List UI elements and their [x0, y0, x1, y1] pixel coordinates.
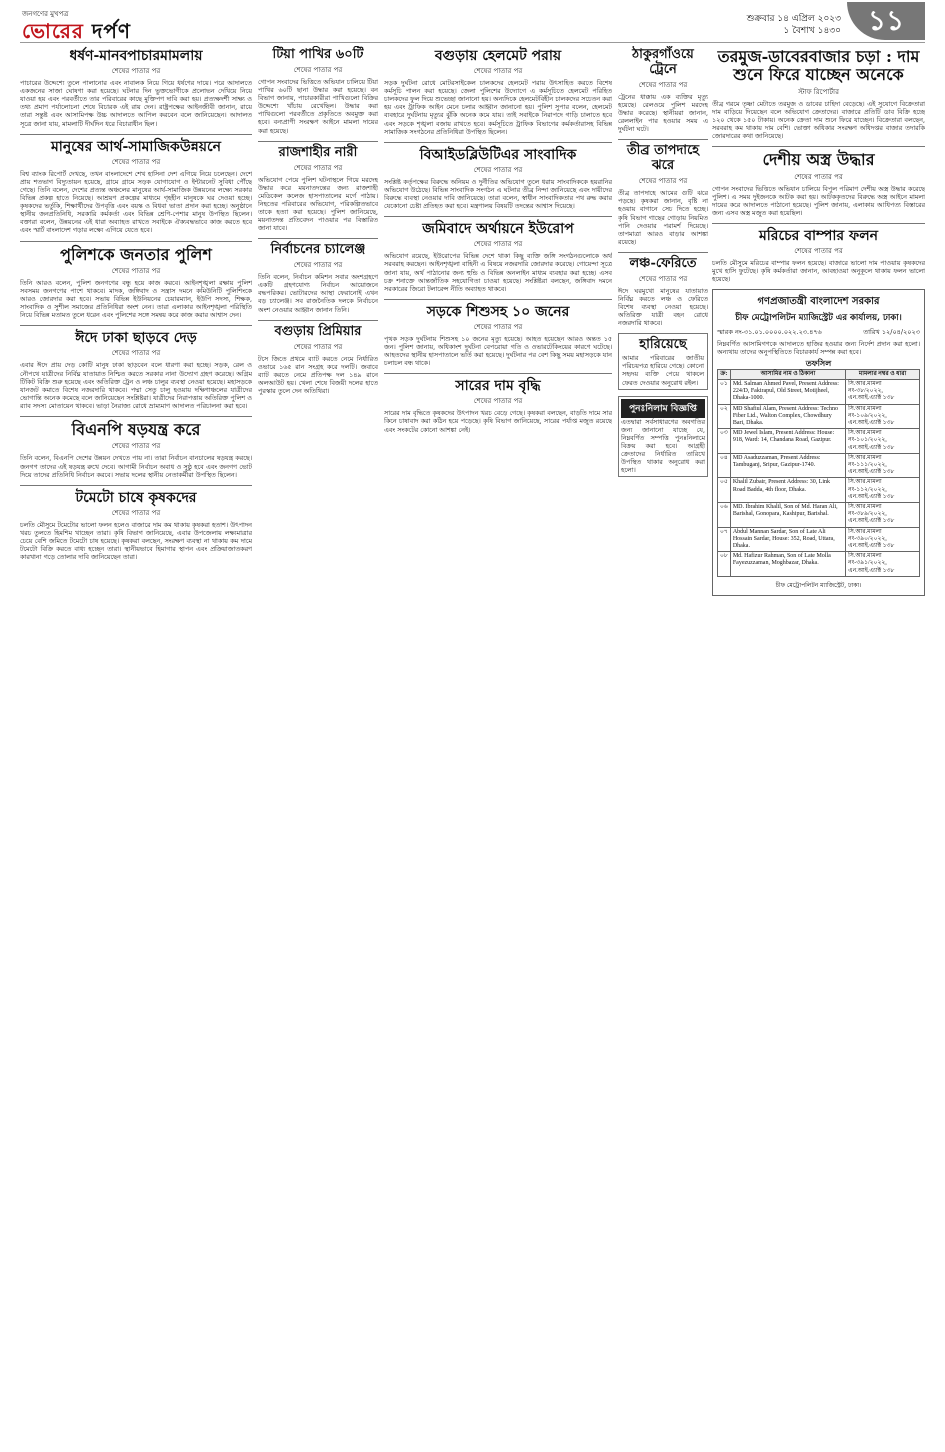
case-number: সি.আর.মামলা নং-৩৯০/২০২২, এন.আই.এ্যাক্ট ১৩৮ — [846, 527, 920, 552]
article-headline: রাজশাহীর নারী — [278, 144, 358, 160]
article-kicker: শেষের পাতার পর — [473, 397, 523, 406]
divider — [712, 223, 925, 224]
article — [384, 48, 612, 136]
lead-article — [712, 48, 925, 140]
column-4 — [618, 46, 708, 1441]
table-row — [718, 379, 920, 404]
article — [712, 228, 925, 283]
article — [258, 243, 378, 313]
auction-notice-body: এতদ্বারা সর্বসাধারণের অবগতির জন্য জানানো যাচ্ছে যে, নিম্নবর্ণিত সম্পত্তি পুনঃনিলামে বিক্রয় করা হবে। আগ্রহী ক্রেতাদের নির্ধারিত তারিখে উপস্থিত থাকার অনুরোধ করা হলো। — [621, 417, 705, 475]
article-headline: টিয়া পাখির ৬০টি — [272, 47, 364, 62]
column-3 — [384, 46, 612, 1441]
article — [258, 325, 378, 395]
article-kicker: শেষের পাতার পর — [293, 342, 343, 351]
article-body: ঈদে ঘরমুখো মানুষের যাতায়াত নির্বিঘ্ন করতে লঞ্চ ও ফেরিতে বিশেষ ব্যবস্থা নেওয়া হয়েছে। অতিরিক্ত যাত্রী বহন রোধে নজরদারি থাকবে। — [618, 286, 708, 328]
row-number: ০৫ — [718, 478, 731, 503]
article-kicker: শেষের পাতার পর — [638, 274, 688, 283]
article-body: গোপন সংবাদের ভিত্তিতে অভিযান চালিয়ে টিয়া পাখির ৬০টি ছানা উদ্ধার করা হয়েছে। বন বিভাগ জানায়, পাচারকারীরা পাখিগুলো বিক্রির উদ্দেশ্যে খাঁচায় রেখেছিল। উদ্ধার করা পাখিগুলো পরবর্তীতে প্রকৃতিতে অবমুক্ত করা হবে। বন্যপ্রাণী সংরক্ষণ আইনে মামলা দায়ের করা হয়েছে। — [258, 77, 378, 135]
notice-intro: নিম্নবর্ণিত আসামিগণকে আদালতে হাজির হওয়ার জন্য নির্দেশ প্রদান করা হলো। অন্যথায় তাদের অনুপস্থিতিতে বিচারকার্য সম্পন্ন করা হবে। — [717, 340, 920, 357]
accused-table — [717, 369, 920, 577]
article-kicker: শেষের পাতার পর — [293, 65, 343, 74]
lead-body: তীব্র গরমে তৃষ্ণা মেটাতে তরমুজ ও ডাবের চাহিদা বেড়েছে। এই সুযোগে বিক্রেতারা দাম বাড়িয়ে দিয়েছেন বলে অভিযোগ ক্রেতাদের। বাজারে প্রতিটি ডাব বিক্রি হচ্ছে ১২০ থেকে ১৫০ টাকায়। অনেক ক্রেতা দাম শুনে ফিরে যাচ্ছেন। বিক্রেতারা বলছেন, সরবরাহ কম থাকায় দাম বেশি। ভোক্তা অধিকার সংরক্ষণ অধিদপ্তর বাজার তদারকি জোরদারের কথা জানিয়েছে। — [712, 99, 925, 141]
table-header: আসামির নাম ও ঠিকানা — [730, 369, 845, 379]
divider — [384, 142, 612, 143]
article-headline: বগুড়ায় প্রিমিয়ার — [274, 323, 362, 339]
accused-name: MD Jewel Islam, Present Address: House: 918, Ward: 14, Chandana Road, Gazipur. — [730, 429, 845, 454]
row-number: ০২ — [718, 404, 731, 429]
lost-notice-title: হারিয়েছে — [639, 337, 687, 353]
article-body: পৃথক সড়ক দুর্ঘটনায় শিশুসহ ১০ জনের মৃত্যু হয়েছে। আহত হয়েছেন আরও অন্তত ১৫ জন। পুলিশ জানায়, অধিকাংশ দুর্ঘটনা বেপরোয়া গতি ও ওভারটেকিংয়ের কারণে ঘটেছে। আহতদের স্থানীয় হাসপাতালে ভর্তি করা হয়েছে। দুর্ঘটনার পর বেশ কিছু সময় মহাসড়কে যান চলাচল বন্ধ থাকে। — [384, 334, 612, 368]
article-headline: বগুড়ায় হেলমেট পরায় — [434, 48, 562, 64]
article-kicker: শেষের পাতার পর — [111, 67, 161, 76]
article-body: সড়ক দুর্ঘটনা রোধে মোটরসাইকেল চালকদের হেলমেট পরায় উৎসাহিত করতে বিশেষ কর্মসূচি পালন করা হয়েছে। জেলা পুলিশের উদ্যোগে এ কর্মসূচিতে হেলমেট পরিহিত চালকদের ফুল দিয়ে শুভেচ্ছা জানানো হয়। অন্যদিকে হেলমেটবিহীন চালকদের সচেতন করা হয় এবং ট্রাফিক আইন মেনে চলার আহ্বান জানানো হয়। পুলিশ সুপার বলেন, হেলমেট ব্যবহারে দুর্ঘটনায় মৃত্যুর ঝুঁকি অনেক কমে যায়। তাই সবাইকে নিরাপদে গাড়ি চালাতে হবে এবং সড়কে শৃঙ্খলা বজায় রাখতে হবে। কর্মসূচিতে ট্রাফিক বিভাগের কর্মকর্তারাসহ বিভিন্ন সামাজিক সংগঠনের প্রতিনিধিরা উপস্থিত ছিলেন। — [384, 79, 612, 136]
auction-notice-title: পুনঃনিলাম বিজ্ঞপ্তি — [621, 399, 705, 418]
auction-notice — [618, 396, 708, 478]
case-number: সি.আর.মামলা নং-৩৮/২০২২, এন.আই.এ্যাক্ট ১৩৮ — [846, 379, 920, 404]
article-body: সারের দাম বৃদ্ধিতে কৃষকদের উৎপাদন খরচ বেড়ে গেছে। কৃষকরা বলছেন, বাড়তি দামে সার কিনে চাষাবাদ করা কঠিন হয়ে পড়েছে। কৃষি বিভাগ জানিয়েছে, সারের পর্যাপ্ত মজুত রয়েছে এবং সংকটের কোনো আশঙ্কা নেই। — [384, 409, 612, 434]
article — [20, 246, 252, 320]
divider — [618, 139, 708, 140]
article-body: তীব্র তাপদাহে আমের গুটি ঝরে পড়ছে। কৃষকরা জানান, বৃষ্টি না হওয়ায় বাগানে সেচ দিতে হচ্ছে। কৃষি বিভাগ গাছের গোড়ায় নিয়মিত পানি দেওয়ার পরামর্শ দিয়েছে। তাপমাত্রা আরও বাড়ার আশঙ্কা রয়েছে। — [618, 189, 708, 246]
article — [384, 304, 612, 367]
article-body: তিনি বলেন, বিএনপি দেশের উন্নয়ন দেখতে পায় না। তারা নির্বাচন বানচালের ষড়যন্ত্র করছে। জনগণ তাদের এই ষড়যন্ত্র রুখে দেবে। আগামী নির্বাচন অবাধ ও সুষ্ঠু হবে এবং জনগণ ভোট দিয়ে তাদের প্রতিনিধি নির্বাচন করবে। সভায় দলের স্থানীয় নেতাকর্মীরা উপস্থিত ছিলেন। — [20, 454, 252, 479]
divider — [618, 252, 708, 253]
date-bengali: ১ বৈশাখ ১৪৩০ — [783, 26, 841, 36]
divider — [712, 146, 925, 147]
accused-name: Abdul Mannan Sardar, Son of Late Ali Hossain Sardar, House: 352, Road, Uttara, Dhaka. — [730, 527, 845, 552]
article-kicker: শেষের পাতার পর — [638, 80, 688, 89]
article — [384, 378, 612, 433]
table-row — [718, 453, 920, 478]
row-number: ০৪ — [718, 453, 731, 478]
article-body: চলতি মৌসুমে টমেটোর ভালো ফলন হলেও বাজারে দাম কম থাকায় কৃষকরা হতাশ। উৎপাদন খরচ তুলতে হিমশিম খাচ্ছেন তারা। কৃষি বিভাগ জানিয়েছে, এবার উপজেলায় লক্ষ্যমাত্রার চেয়ে বেশি জমিতে টমেটো চাষ হয়েছে। কৃষকরা বলছেন, সংরক্ষণ ব্যবস্থা না থাকায় কম দামে টমেটো বিক্রি করতে বাধ্য হচ্ছেন তারা। স্থানীয়ভাবে হিমাগার স্থাপন এবং প্রক্রিয়াজাতকরণ কারখানা গড়ে তোলার দাবি জানিয়েছেন তারা। — [20, 520, 252, 562]
article — [20, 330, 252, 410]
dateline — [747, 13, 841, 37]
row-number: ০১ — [718, 379, 731, 404]
row-number: ০৭ — [718, 527, 731, 552]
article-kicker: শেষের পাতার পর — [794, 172, 843, 181]
article-kicker: শেষের পাতার পর — [111, 508, 161, 517]
page-number: ১১ — [847, 2, 925, 40]
divider — [20, 325, 252, 326]
article-headline: সারের দাম বৃদ্ধি — [455, 378, 541, 395]
article-body: তিনি বলেন, নির্বাচন কমিশন সবার অংশগ্রহণে একটি গ্রহণযোগ্য নির্বাচন আয়োজনে বদ্ধপরিকর। ভোটারদের আস্থা ফেরানোই এখন বড় চ্যালেঞ্জ। সব রাজনৈতিক দলকে নির্বাচনে অংশ নেওয়ার আহ্বান জানান তিনি। — [258, 273, 378, 314]
lost-notice-body: আমার পরিবারের জাতীয় পরিচয়পত্র হারিয়ে গেছে। কোনো সহৃদয় ব্যক্তি পেয়ে থাকলে ফেরত দেওয়ার অনুরোধ রইল। — [622, 354, 704, 387]
divider — [384, 373, 612, 374]
case-number: সি.আর.মামলা নং-৩৯১/২০২২, এন.আই.এ্যাক্ট ১৩৮ — [846, 552, 920, 577]
brand-tagline: জনগণের মুখপত্র — [22, 10, 69, 18]
accused-name: MD Shafiul Alam, Present Address: Techno Fiber Ltd., Walton Complex, Chowdhury Bari, Dhaka. — [730, 404, 845, 429]
lead-kicker: স্টাফ রিপোর্টার — [798, 87, 839, 96]
article-headline: বিএনপি ষড়যন্ত্র করে — [71, 420, 201, 440]
case-number: সি.আর.মামলা নং-১১১/২০২২, এন.আই.এ্যাক্ট ১৩৮ — [846, 453, 920, 478]
table-header: ক্র: — [718, 369, 731, 379]
article-kicker: শেষের পাতার পর — [794, 247, 843, 256]
divider — [258, 320, 378, 321]
article-headline: সড়কে শিশুসহ ১০ জনের — [426, 303, 570, 320]
divider — [258, 238, 378, 239]
article-kicker: শেষের পাতার পর — [293, 261, 343, 270]
article-headline: নির্বাচনের চ্যালেঞ্জ — [270, 242, 366, 258]
article-body: গোপন সংবাদের ভিত্তিতে অভিযান চালিয়ে বিপুল পরিমাণ দেশীয় অস্ত্র উদ্ধার করেছে পুলিশ। এ সময় দুইজনকে আটক করা হয়। আটককৃতদের বিরুদ্ধে অস্ত্র আইনে মামলা দায়ের করে আদালতে পাঠানো হয়েছে। পুলিশ জানায়, এলাকায় আধিপত্য বিস্তারের জন্য এসব অস্ত্র মজুত করা হয়েছিল। — [712, 184, 925, 217]
divider — [20, 134, 252, 135]
notice-ref: স্মারক নং-৩১.০১.০০০০.০২২.২৩.৪৭৬ — [717, 328, 822, 337]
notice-meta — [717, 327, 920, 338]
logo-part-1: ভোরের — [22, 19, 84, 43]
article-headline: ঠাকুরগাঁওয়ে ট্রেনে — [632, 47, 694, 77]
divider — [384, 216, 612, 217]
article-body: ট্রেনের ধাক্কায় এক ব্যক্তির মৃত্যু হয়েছে। রেলওয়ে পুলিশ মরদেহ উদ্ধার করেছে। স্থানীয়রা জানান, রেললাইন পার হওয়ার সময় এ দুর্ঘটনা ঘটে। — [618, 92, 708, 134]
table-row — [718, 527, 920, 552]
table-row — [718, 478, 920, 503]
masthead — [20, 4, 925, 43]
case-number: সি.আর.মামলা নং-৩৮৯/২০২২, এন.আই.এ্যাক্ট ১৩৮ — [846, 503, 920, 528]
article-headline: টমেটো চাষে কৃষকদের — [75, 489, 197, 506]
accused-name: MD. Ibrahim Khalil, Son of Md. Haran Ali, Barishal, Gonopara, Kashipur, Barishal. — [730, 503, 845, 528]
case-number: সি.আর.মামলা নং-১০৯/২০২২, এন.আই.এ্যাক্ট ১৩৮ — [846, 404, 920, 429]
article-headline: মানুষের আর্থ-সামাজিকউন্নয়নে — [51, 138, 221, 155]
notice-footer: চীফ মেট্রোপলিটন ম্যাজিস্ট্রেট, ঢাকা। — [775, 581, 862, 589]
divider — [384, 299, 612, 300]
article-kicker: শেষের পাতার পর — [473, 322, 523, 331]
case-number: সি.আর.মামলা নং-১০১/২০২২, এন.আই.এ্যাক্ট ১৩৮ — [846, 429, 920, 454]
article-body: সংশ্লিষ্ট কর্তৃপক্ষের বিরুদ্ধে অনিয়ম ও দুর্নীতির অভিযোগ তুলে ধরায় সাংবাদিককে হয়রানির অভিযোগ উঠেছে। বিভিন্ন সাংবাদিক সংগঠন এ ঘটনার তীব্র নিন্দা জানিয়েছে এবং দায়ীদের বিরুদ্ধে ব্যবস্থা নেওয়ার দাবি জানিয়েছে। তারা বলেন, স্বাধীন সাংবাদিকতার পথ রুদ্ধ করার যেকোনো চেষ্টা প্রতিহত করা হবে। মন্ত্রণালয় বিষয়টি তদন্তের আশ্বাস দিয়েছে। — [384, 177, 612, 211]
article-body: চলতি মৌসুমে মরিচের বাম্পার ফলন হয়েছে। বাজারে ভালো দাম পাওয়ায় কৃষকদের মুখে হাসি ফুটেছে। কৃষি কর্মকর্তারা জানান, আবহাওয়া অনুকূলে থাকায় ফলন ভালো হয়েছে। — [712, 259, 925, 284]
notice-table-title: তফসিল — [805, 357, 832, 368]
article-headline: বিআইডব্লিউটিএর সাংবাদিক — [419, 146, 577, 163]
article — [20, 421, 252, 479]
article — [20, 48, 252, 128]
divider — [20, 416, 252, 417]
article — [258, 146, 378, 233]
row-number: ০৮ — [718, 552, 731, 577]
notice-government: গণপ্রজাতন্ত্রী বাংলাদেশ সরকার — [757, 296, 880, 308]
article — [384, 221, 612, 293]
row-number: ০৬ — [718, 503, 731, 528]
logo-part-2: দর্পণ — [83, 19, 131, 43]
table-row — [718, 404, 920, 429]
notice-date: তারিখ ১২/০৪/২০২৩ — [863, 328, 920, 337]
accused-name: Khalil Zubair, Present Address: 30, Link Road Badda, 4th floor, Dhaka. — [730, 478, 845, 503]
row-number: ০৩ — [718, 429, 731, 454]
article-body: অভিযোগ পেয়ে পুলিশ ঘটনাস্থলে গিয়ে মরদেহ উদ্ধার করে ময়নাতদন্তের জন্য রাজশাহী মেডিকেল কলেজ হাসপাতালের মর্গে পাঠায়। নিহতের পরিবারের অভিযোগ, পরিকল্পিতভাবে তাকে হত্যা করা হয়েছে। পুলিশ জানিয়েছে, ময়নাতদন্ত প্রতিবেদন পাওয়ার পর বিস্তারিত জানা যাবে। — [258, 175, 378, 233]
article-kicker: শেষের পাতার পর — [111, 157, 161, 166]
notice-office: চীফ মেট্রোপলিটন ম্যাজিস্ট্রেট এর কার্যালয়, ঢাকা। — [735, 313, 902, 324]
article-headline: জমিবাদে অর্থায়নে ইউরোপ — [422, 221, 574, 238]
table-row — [718, 429, 920, 454]
article-kicker: শেষের পাতার পর — [111, 442, 161, 451]
article — [618, 257, 708, 327]
article-body: তিনি আরও বলেন, পুলিশ জনগণের বন্ধু হয়ে কাজ করবে। আইনশৃঙ্খলা রক্ষায় পুলিশ সবসময় জনগণের পাশে থাকবে। মাদক, জঙ্গিবাদ ও সন্ত্রাস দমনে কমিউনিটি পুলিশিংকে আরও জোরদার করা হবে। সভায় বিভিন্ন ইউনিয়নের চেয়ারম্যান, ইউপি সদস্য, শিক্ষক, সাংবাদিক ও সুশীল সমাজের প্রতিনিধিরা অংশ নেন। তারা এলাকার আইনশৃঙ্খলা পরিস্থিতি নিয়ে বিভিন্ন মতামত তুলে ধরেন এবং পুলিশের সঙ্গে সমন্বয় করে কাজ করার আশ্বাস দেন। — [20, 278, 252, 320]
table-header: মামলার নম্বর ও ধারা — [846, 369, 920, 379]
article — [258, 48, 378, 135]
accused-name: Md. Salman Ahmed Pavel, Present Address: 224/D, Fakirapul, Old Street, Motijheel, Dhaka-1000. — [730, 379, 845, 404]
article-kicker: শেষের পাতার পর — [111, 349, 161, 358]
column-1 — [20, 46, 252, 1441]
article — [618, 48, 708, 133]
article — [712, 151, 925, 217]
article-body: পাচারের উদ্দেশ্যে তুলে পালানোর এবং নাবালক নিয়ে গিয়ে ধর্ষণের দায়ে। পরে আদালতে একজনের সাজা ঘোষণা করা হয়েছে। ঘটনার দিন ভুক্তভোগীকে প্রলোভন দেখিয়ে নিয়ে যাওয়া হয় এবং পরবর্তীতে তার পরিবারের কাছে মুক্তিপণ দাবি করা হয়। প্রত্যক্ষদর্শী সাক্ষ্য ও তথ্য প্রমাণ পর্যালোচনা শেষে বিচারক এই রায় দেন। রাষ্ট্রপক্ষের আইনজীবী জানান, রায়ে তারা সন্তুষ্ট এবং আসামিপক্ষ উচ্চ আদালতে আপিল করবেন বলে জানিয়েছেন। আদালত সূত্রে জানা যায়, মামলাটি দীর্ঘদিন ধরে বিচারাধীন ছিল। — [20, 79, 252, 128]
accused-name: Md. Hafizur Rahman, Son of Late Molla Fayezuzzaman, Moghbazar, Dhaka. — [730, 552, 845, 577]
case-number: সি.আর.মামলা নং-১১২/২০২২, এন.আই.এ্যাক্ট ১৩৮ — [846, 478, 920, 503]
article — [20, 490, 252, 562]
article — [20, 139, 252, 235]
article — [384, 147, 612, 210]
lead-headline: তরমুজ-ডাবেরবাজার চড়া : দাম শুনে ফিরে যাচ্ছেন অনেকে — [717, 47, 920, 85]
article-kicker: শেষের পাতার পর — [473, 67, 523, 76]
article-headline: মরিচের বাম্পার ফলন — [759, 228, 878, 245]
article-body: বিশ্ব ব্যাংক রিপোর্ট দেখছে, তখন বাংলাদেশে শেখ হাসিনা দেশ এগিয়ে নিয়ে চলেছেন। দেশে প্রায় শতভাগ বিদ্যুতায়ন হয়েছে, গ্রামে গ্রামে সড়ক যোগাযোগ ও ইন্টারনেট সুবিধা পৌঁছে গেছে। তিনি বলেন, দেশের প্রত্যন্ত অঞ্চলের মানুষের আর্থ-সামাজিক উন্নয়নের লক্ষ্যে সরকার বিভিন্ন প্রকল্প হাতে নিয়েছে। আশ্রয়ণ প্রকল্পের মাধ্যমে গৃহহীন মানুষকে ঘর দেওয়া হচ্ছে। কৃষকদের ভর্তুকি, শিক্ষার্থীদের উপবৃত্তি এবং বয়স্ক ও বিধবা ভাতা প্রদান করা হচ্ছে। অনুষ্ঠানে স্থানীয় জনপ্রতিনিধি, সরকারি কর্মকর্তা এবং বিভিন্ন শ্রেণি-পেশার মানুষ উপস্থিত ছিলেন। বক্তারা বলেন, উন্নয়নের এই ধারা অব্যাহত রাখতে সবাইকে ঐক্যবদ্ধভাবে কাজ করতে হবে এবং স্মার্ট বাংলাদেশ গড়ার লক্ষ্যে এগিয়ে যেতে হবে। — [20, 169, 252, 235]
divider — [258, 141, 378, 142]
court-notice — [712, 289, 925, 595]
article-headline: ধর্ষণ-মানবপাচারমামলায় — [69, 48, 203, 64]
lost-notice — [618, 333, 708, 389]
article-kicker: শেষের পাতার পর — [111, 266, 161, 275]
article-body: টসে জিতে প্রথমে ব্যাট করতে নেমে নির্ধারিত ওভারে ১৬৫ রান সংগ্রহ করে দলটি। জবাবে ব্যাট করতে নেমে প্রতিপক্ষ দল ১৪৯ রানে অলআউট হয়। খেলা শেষে বিজয়ী দলের হাতে পুরস্কার তুলে দেন অতিথিরা। — [258, 354, 378, 395]
divider — [20, 485, 252, 486]
article-headline: লঞ্চ-ফেরিতে — [629, 255, 697, 271]
date-gregorian: শুক্রবার ১৪ এপ্রিল ২০২৩ — [746, 14, 841, 24]
article-kicker: শেষের পাতার পর — [293, 163, 343, 172]
article-kicker: শেষের পাতার পর — [473, 165, 523, 174]
divider — [20, 241, 252, 242]
article — [618, 144, 708, 246]
table-row — [718, 503, 920, 528]
table-row — [718, 552, 920, 577]
article-kicker: শেষের পাতার পর — [473, 240, 523, 249]
article-body: এবার ঈদে প্রায় দেড় কোটি মানুষ ঢাকা ছাড়বেন বলে ধারণা করা হচ্ছে। সড়ক, রেল ও নৌপথে যাত্রীদের নির্বিঘ্ন যাতায়াত নিশ্চিত করতে সরকার নানা উদ্যোগ গ্রহণ করেছে। অগ্রিম টিকিট বিক্রি শুরু হয়েছে এবং অতিরিক্ত ট্রেন ও লঞ্চ চালুর ব্যবস্থা নেওয়া হয়েছে। মহাসড়কে যানজট কমাতে বিশেষ নজরদারি থাকবে। পদ্মা সেতু চালু হওয়ায় দক্ষিণাঞ্চলের যাত্রীদের ভোগান্তি অনেক কমেছে বলে জানিয়েছেন সংশ্লিষ্টরা। যাত্রীদের নিরাপত্তায় অতিরিক্ত পুলিশ ও র‍্যাব সদস্য মোতায়েন থাকবে। ভাড়া নৈরাজ্য রোধে ভ্রাম্যমাণ আদালত পরিচালনা করা হবে। — [20, 361, 252, 410]
article-headline: পুলিশকে জনতার পুলিশ — [60, 244, 212, 264]
article-headline: দেশীয় অস্ত্র উদ্ধার — [762, 150, 875, 170]
article-kicker: শেষের পাতার পর — [638, 177, 688, 186]
column-5 — [712, 46, 925, 1441]
article-headline: তীব্র তাপদাহে ঝরে — [626, 143, 700, 174]
column-2 — [258, 46, 378, 1441]
article-headline: ঈদে ঢাকা ছাড়বে দেড় — [75, 330, 197, 347]
article-body: অভিযোগ রয়েছে, ইউরোপের বিভিন্ন দেশে থাকা কিছু ব্যক্তি জঙ্গি সংগঠনগুলোকে অর্থ সরবরাহ করছেন। আইনশৃঙ্খলা বাহিনী এ বিষয়ে নজরদারি জোরদার করেছে। গোয়েন্দা সূত্রে জানা যায়, অর্থ পাঠানোর জন্য হুন্ডি ও বিভিন্ন অনলাইন মাধ্যম ব্যবহার করা হচ্ছে। এসব চক্র শনাক্তে আন্তর্জাতিক সহযোগিতা চাওয়া হয়েছে। সংশ্লিষ্টরা বলছেন, জঙ্গিবাদ দমনে সরকারের জিরো টলারেন্স নীতি অব্যাহত থাকবে। — [384, 252, 612, 293]
accused-name: MD Asaduzzaman, Present Address: Tambuganj, Sripur, Gazipur-1740. — [730, 453, 845, 478]
